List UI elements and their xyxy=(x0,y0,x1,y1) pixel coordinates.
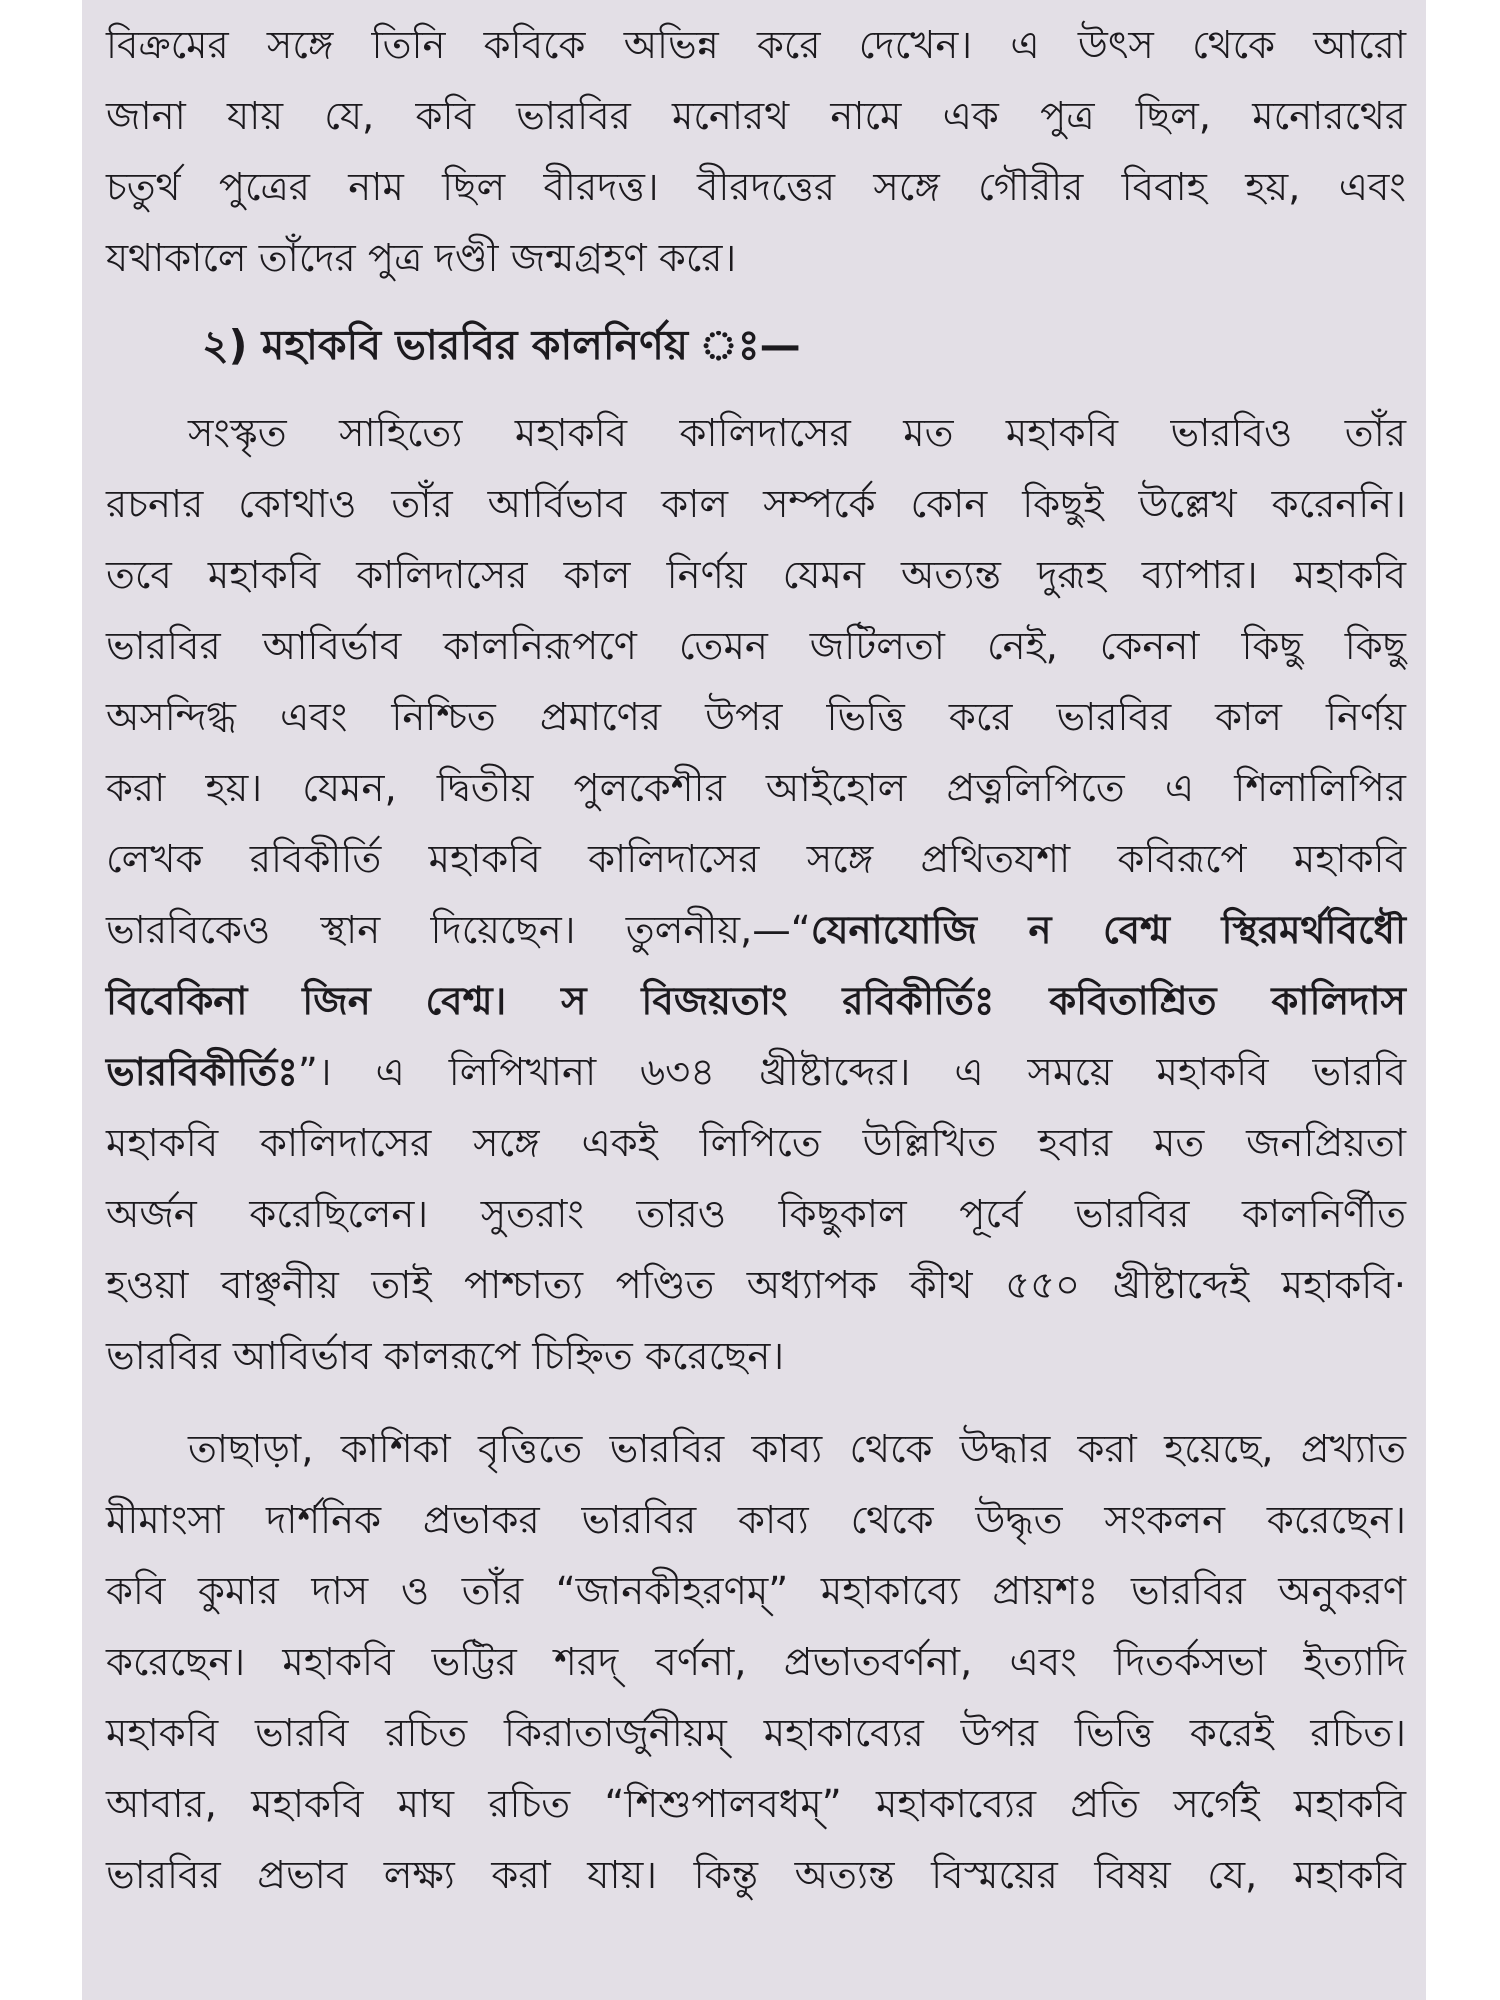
text-line: লেখক রবিকীর্তি মহাকবি কালিদাসের সঙ্গে প্রথিতযশা কবিরূপে মহাকবি xyxy=(106,837,1406,882)
text-line-quote-end xyxy=(106,1037,1406,1108)
text-line: তাছাড়া, কাশিকা বৃত্তিতে ভারবির কাব্য থেকে উদ্ধার করা হয়েছে, প্রখ্যাত xyxy=(188,1427,1406,1472)
text-line: করা হয়। যেমন, দ্বিতীয় পুলকেশীর আইহোল প্রত্নলিপিতে এ শিলালিপির xyxy=(106,766,1406,811)
sanskrit-quote: ভারবিকীর্তিঃ xyxy=(106,1050,298,1095)
text-line: ভারবির আবির্ভাব কালনিরূপণে তেমন জটিলতা নেই, কেননা কিছু কিছু xyxy=(106,624,1406,669)
paragraph-gap xyxy=(106,1392,1406,1414)
section-heading: ২) মহাকবি ভারবির কালনির্ণয় ঃ— xyxy=(202,321,801,369)
document-page xyxy=(82,0,1426,2000)
text-line-quote xyxy=(106,966,1406,1037)
quote-intro: ভারবিকেও স্থান দিয়েছেন। তুলনীয়,—“ xyxy=(106,908,811,953)
text-line: ভারবির আবির্ভাব কালরূপে চিহ্নিত করেছেন। xyxy=(106,1334,785,1379)
text-line: মহাকবি ভারবি রচিত কিরাতার্জুনীয়ম্ মহাকাব্যের উপর ভিত্তি করেই রচিত। xyxy=(106,1711,1406,1756)
after-quote: ”। এ লিপিখানা ৬৩৪ খ্রীষ্টাব্দের। এ সময়ে মহাকবি ভারবি xyxy=(297,1050,1406,1095)
text-line: করেছেন। মহাকবি ভট্টির শরদ্ বর্ণনা, প্রভাতবর্ণনা, এবং দিতর্কসভা ইত্যাদি xyxy=(106,1640,1406,1685)
text-line: তবে মহাকবি কালিদাসের কাল নির্ণয় যেমন অত্যন্ত দুরূহ ব্যাপার। মহাকবি xyxy=(106,553,1406,598)
text-line: কবি কুমার দাস ও তাঁর “জানকীহরণম্” মহাকাব্যে প্রায়শঃ ভারবির অনুকরণ xyxy=(106,1569,1406,1614)
text-line: অসন্দিগ্ধ এবং নিশ্চিত প্রমাণের উপর ভিত্তি করে ভারবির কাল নির্ণয় xyxy=(106,695,1406,740)
text-line: অর্জন করেছিলেন। সুতরাং তারও কিছুকাল পূর্বে ভারবির কালনির্ণীত xyxy=(106,1192,1406,1237)
text-line: রচনার কোথাও তাঁর আর্বিভাব কাল সম্পর্কে কোন কিছুই উল্লেখ করেননি। xyxy=(106,482,1406,527)
text-line: হওয়া বাঞ্ছনীয় তাই পাশ্চাত্য পণ্ডিত অধ্যাপক কীথ ৫৫০ খ্রীষ্টাব্দেই মহাকবি· xyxy=(106,1263,1406,1308)
text-line: বিক্রমের সঙ্গে তিনি কবিকে অভিন্ন করে দেখেন। এ উৎস থেকে আরো xyxy=(106,23,1406,68)
text-line: মহাকবি কালিদাসের সঙ্গে একই লিপিতে উল্লিখিত হবার মত জনপ্রিয়তা xyxy=(106,1121,1406,1166)
page-text xyxy=(106,10,1406,1911)
sanskrit-quote: বিবেকিনা জিন বেশ্ম। স বিজয়তাং রবিকীর্তিঃ কবিতাশ্রিত কালিদাস xyxy=(106,979,1406,1024)
text-line: ভারবির প্রভাব লক্ষ্য করা যায়। কিন্তু অত্যন্ত বিস্ময়ের বিষয় যে, মহাকবি xyxy=(106,1853,1406,1898)
text-line: জানা যায় যে, কবি ভারবির মনোরথ নামে এক পুত্র ছিল, মনোরথের xyxy=(106,94,1406,139)
sanskrit-quote: যেনাযোজি ন বেশ্ম স্থিরমর্থবিধৌ xyxy=(810,908,1406,953)
text-line: মীমাংসা দার্শনিক প্রভাকর ভারবির কাব্য থেকে উদ্ধৃত সংকলন করেছেন। xyxy=(106,1498,1406,1543)
text-line: সংস্কৃত সাহিত্যে মহাকবি কালিদাসের মত মহাকবি ভারবিও তাঁর xyxy=(188,411,1406,456)
text-line: আবার, মহাকবি মাঘ রচিত “শিশুপালবধম্” মহাকাব্যের প্রতি সর্গেই মহাকবি xyxy=(106,1782,1406,1827)
text-line-quote-intro xyxy=(106,895,1406,966)
text-line: যথাকালে তাঁদের পুত্র দণ্ডী জন্মগ্রহণ করে। xyxy=(106,236,737,281)
text-line: চতুর্থ পুত্রের নাম ছিল বীরদত্ত। বীরদত্তের সঙ্গে গৌরীর বিবাহ হয়, এবং xyxy=(106,165,1406,210)
